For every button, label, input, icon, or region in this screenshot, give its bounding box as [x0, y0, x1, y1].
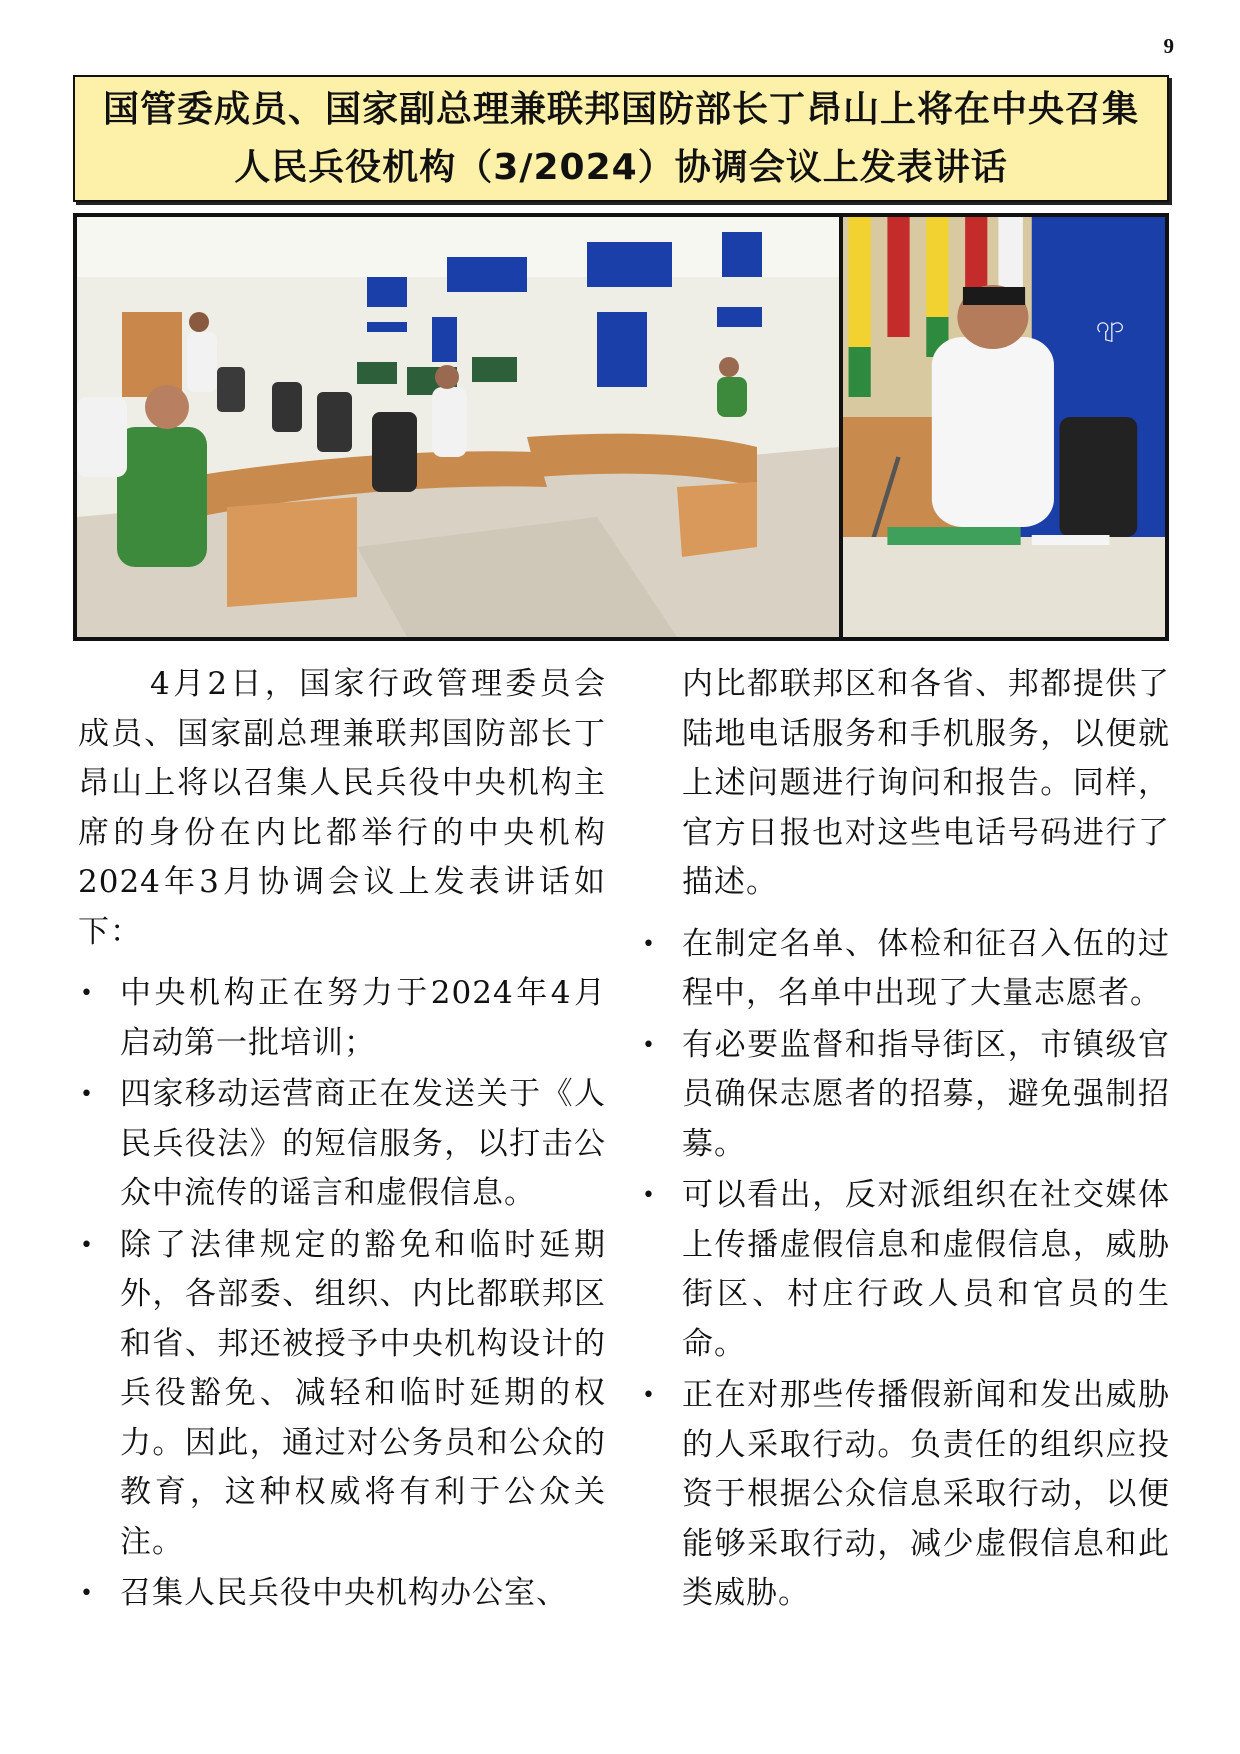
photo-frame [73, 213, 1169, 641]
speaker-illustration [843, 217, 1165, 637]
bullet-icon: • [80, 1232, 94, 1258]
bullet-icon: • [80, 1082, 94, 1107]
speaker-photo [843, 217, 1165, 637]
right-column [640, 660, 1170, 1621]
list-item: • 可以看出，反对派组织在社交媒体上传播虚假信息和虚假信息，威胁街区、村庄行政人员和官员的生命。 [640, 1171, 1170, 1369]
headline-box [73, 75, 1169, 202]
bullet-icon: • [642, 1032, 656, 1058]
list-item: • 有必要监督和指导街区，市镇级官员确保志愿者的招募，避免强制招募。 [640, 1021, 1170, 1170]
headline: 国管委成员、国家副总理兼联邦国防部长丁昂山上将在中央召集人民兵役机构（3/2024）协调会议上发表讲话 [102, 88, 1139, 188]
bullet-icon: • [642, 1383, 656, 1408]
bullet-icon: • [80, 1581, 94, 1606]
page-number: 9 [1163, 34, 1174, 58]
list-item: • 召集人民兵役中央机构办公室、 [78, 1569, 606, 1619]
meeting-room-illustration [77, 217, 839, 637]
bullet-icon: • [80, 981, 94, 1006]
meeting-room-photo [77, 217, 839, 637]
left-bullet-list [78, 969, 606, 1619]
list-item: • 正在对那些传播假新闻和发出威胁的人采取行动。负责任的组织应投资于根据公众信息采取行动，以便能够采取行动，减少虚假信息和此类威胁。 [640, 1371, 1170, 1619]
intro-paragraph: 4月2日，国家行政管理委员会成员、国家副总理兼联邦国防部长丁昂山上将以召集人民兵役中央机构主席的身份在内比都举行的中央机构2024年3月协调会议上发表讲话如下： [78, 666, 606, 950]
list-item: • 中央机构正在努力于2024年4月启动第一批培训； [78, 969, 606, 1068]
bullet-icon: • [642, 931, 656, 957]
left-column [78, 660, 606, 1621]
list-item: • 在制定名单、体检和征召入伍的过程中，名单中出现了大量志愿者。 [640, 920, 1170, 1019]
list-item: • 四家移动运营商正在发送关于《人民兵役法》的短信服务，以打击公众中流传的谣言和虚假信息。 [78, 1070, 606, 1219]
bullet-icon: • [642, 1183, 656, 1208]
continued-paragraph: 内比都联邦区和各省、邦都提供了陆地电话服务和手机服务，以便就上述问题进行询问和报告。同样，官方日报也对这些电话号码进行了描述。 [682, 666, 1170, 900]
right-bullet-list [640, 920, 1170, 1619]
list-item: • 除了法律规定的豁免和临时延期外，各部委、组织、内比都联邦区和省、邦还被授予中央机构设计的兵役豁免、减轻和临时延期的权力。因此，通过对公务员和公众的教育，这种权威将有利于公众关注。 [78, 1221, 606, 1568]
curtain-sign: ဂျာ [1096, 312, 1125, 338]
